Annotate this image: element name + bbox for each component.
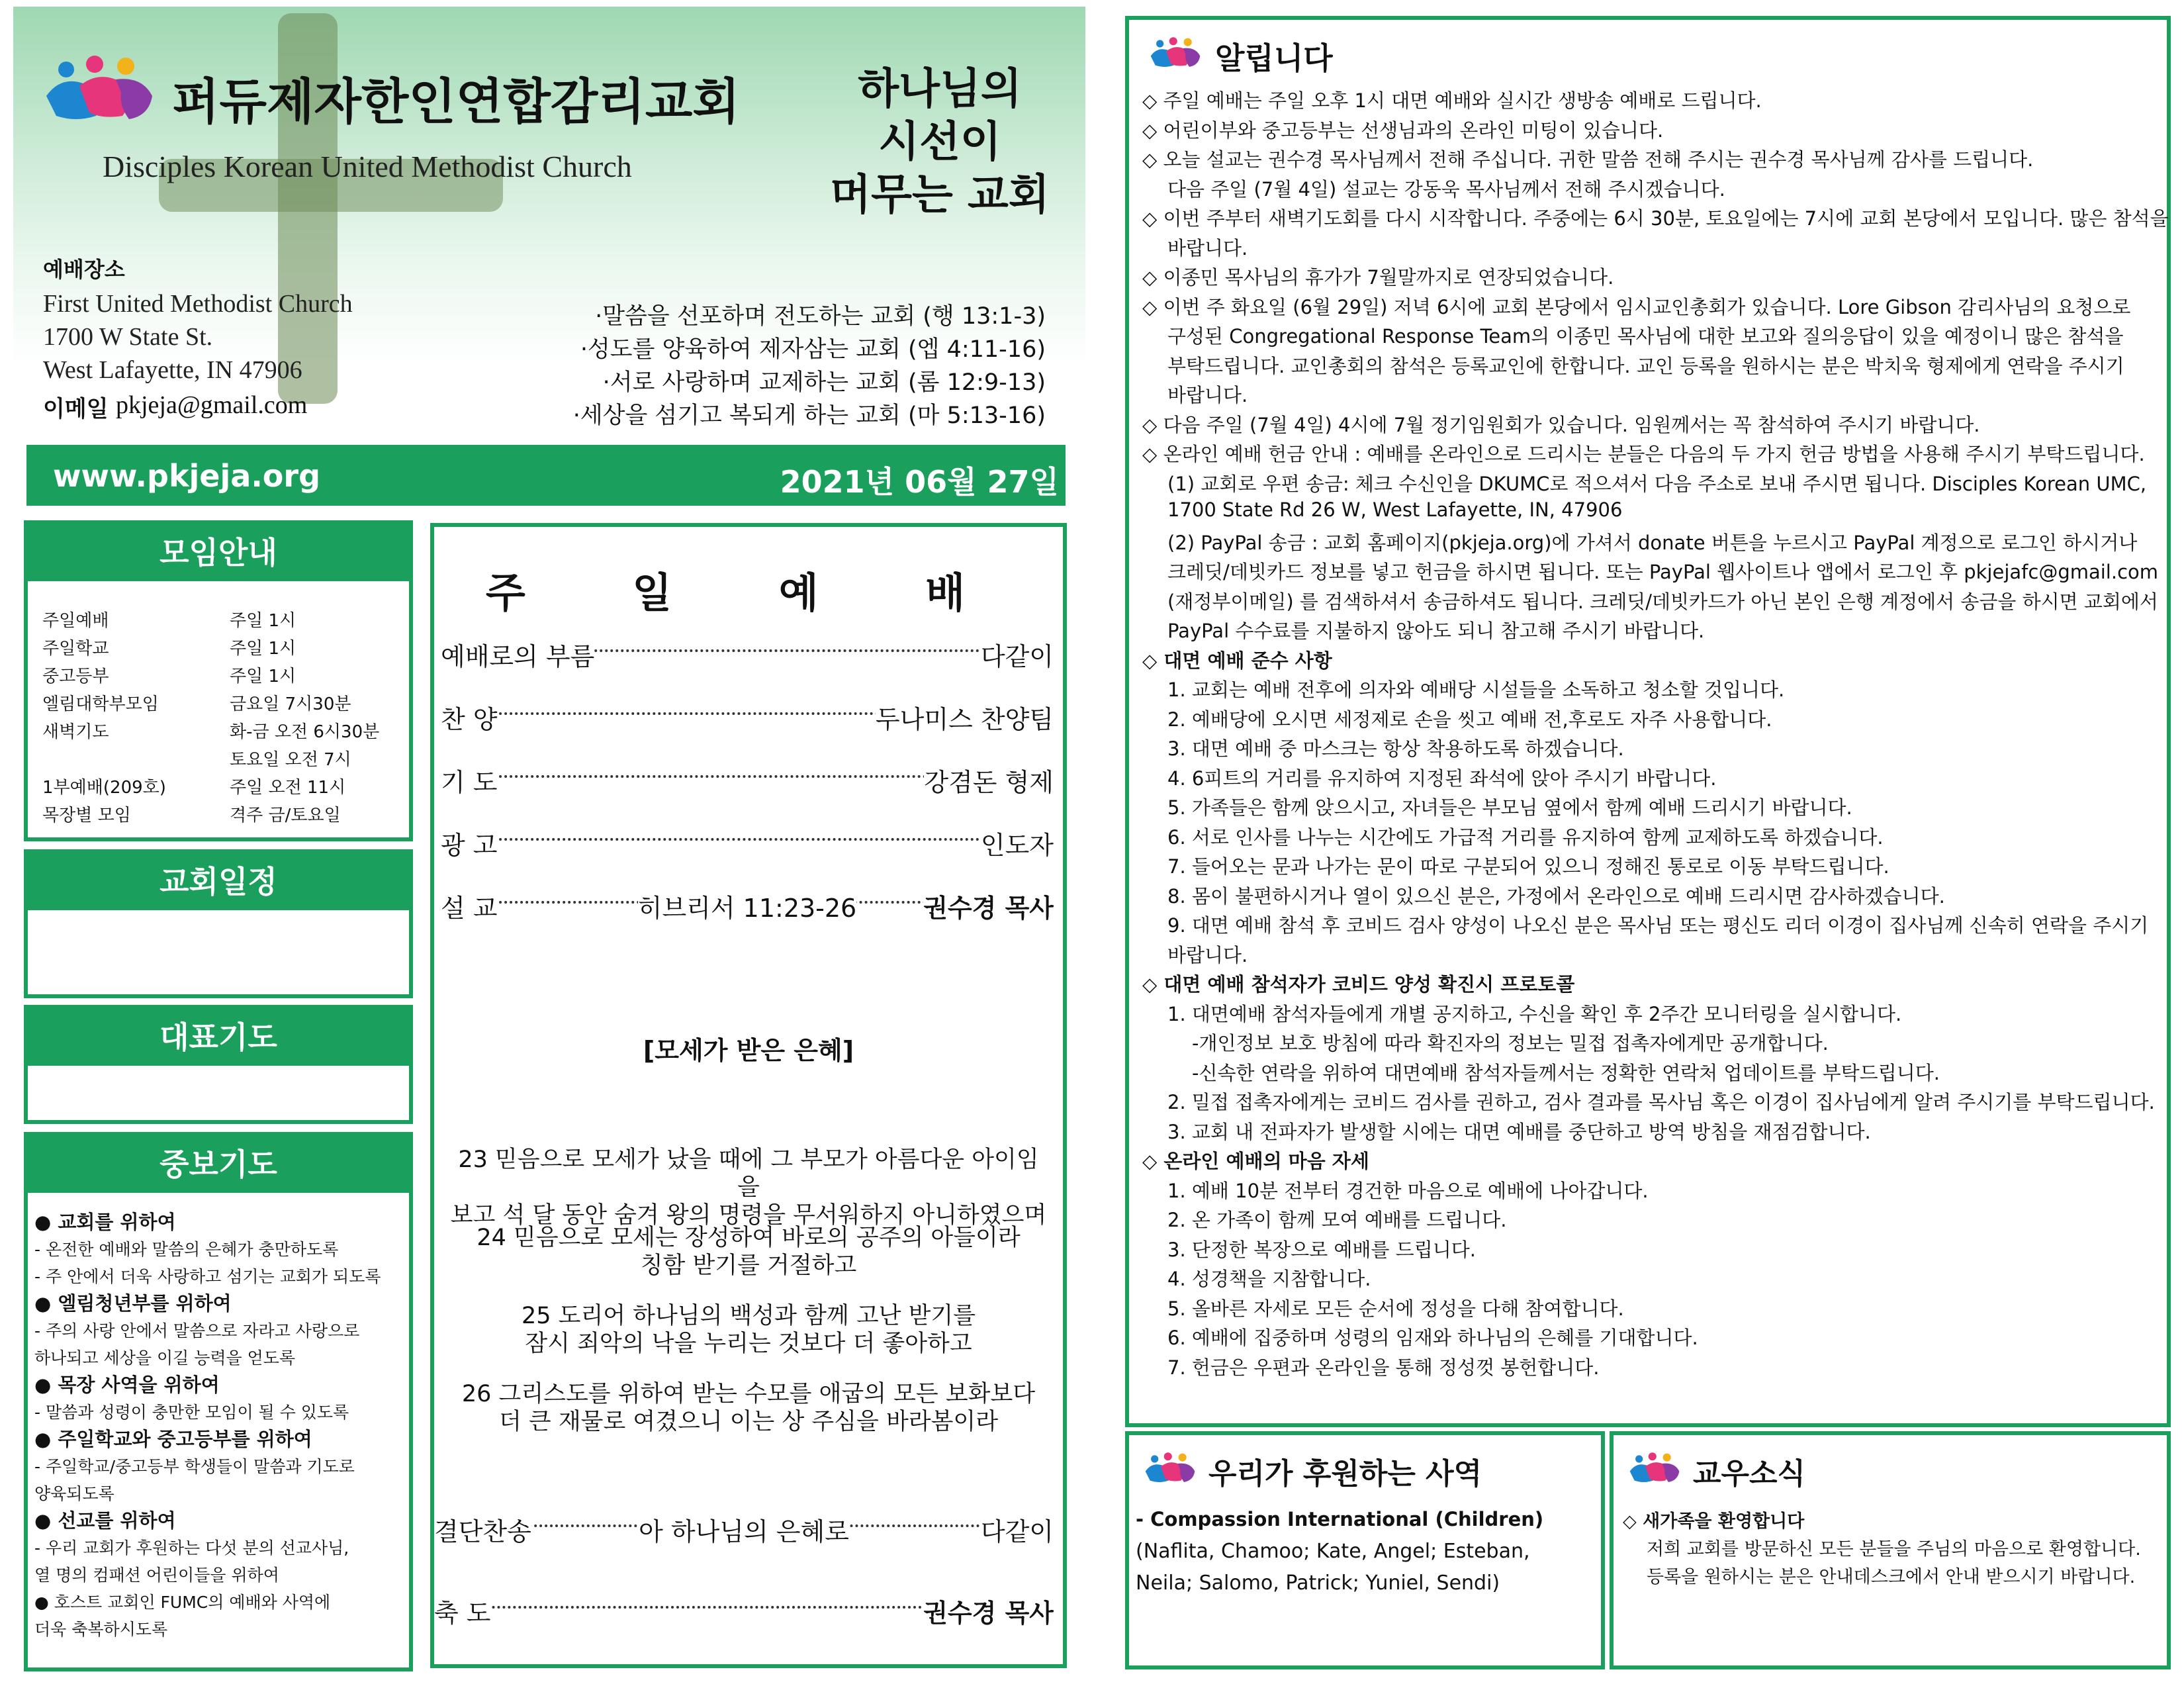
intercession-line: ● 호스트 교회인 FUMC의 예배와 사역에 xyxy=(34,1593,331,1612)
worship-order-box xyxy=(430,523,1067,1668)
order-label: 찬 양 xyxy=(441,699,498,735)
address-line: West Lafayette, IN 47906 xyxy=(43,356,302,384)
verse-line: 26 그리스도를 위하여 받는 수모를 애굽의 모든 보화보다 xyxy=(461,1381,1036,1407)
scripture-verse xyxy=(447,1224,1050,1280)
mission-statement: ·말씀을 선포하며 전도하는 교회 (행 13:1-3) xyxy=(595,303,1046,330)
order-leader: 다같이 xyxy=(981,636,1054,673)
notice-line: 4. 성경책을 지참합니다. xyxy=(1167,1268,1371,1290)
church-name-korean: 퍼듀제자한인연합감리교회 xyxy=(172,73,740,130)
notice-line: 바랍니다. xyxy=(1167,943,1248,966)
order-label: 설 교 xyxy=(441,888,498,924)
order-item-prayer xyxy=(441,762,1054,798)
slogan-line: 시선이 xyxy=(878,118,1001,167)
notice-line: 구성된 Congregational Response Team의 이종민 목사님에 대한 보고와 질의응답이 있을 예정이니 많은 참석을 xyxy=(1167,325,2124,348)
notice-line: 다음 주일 (7월 4일) 설교는 강동욱 목사님께서 전해 주시겠습니다. xyxy=(1167,177,1725,201)
email-label: 이메일 xyxy=(43,396,109,422)
scripture-verse xyxy=(447,1146,1050,1229)
intercession-box xyxy=(24,1132,413,1671)
sponsor-line: Neila; Salomo, Patrick; Yuniel, Sendi) xyxy=(1136,1571,1500,1595)
notice-line: 바랍니다. xyxy=(1167,384,1248,406)
verse-line: 23 믿음으로 모세가 났을 때에 그 부모가 아름다운 아이임을 xyxy=(458,1147,1039,1201)
order-label: 기 도 xyxy=(441,762,498,798)
church-name-english: Disciples Korean United Methodist Church xyxy=(103,150,632,183)
notice-line: ◇ 이번 주 화요일 (6월 29일) 저녁 6시에 교회 본당에서 임시교인총회가 있습니다. Lore Gibson 감리사님의 요청으로 xyxy=(1142,295,2131,318)
meeting-name: 주일예배 xyxy=(42,611,109,631)
intercession-line: ● 엘림청년부를 위하여 xyxy=(34,1292,232,1315)
intercession-line: - 우리 교회가 후원하는 다섯 분의 선교사님, xyxy=(34,1538,349,1558)
website-link[interactable]: www.pkjeja.org xyxy=(53,458,321,494)
sponsor-line: (Naflita, Chamoo; Kate, Angel; Esteban, xyxy=(1136,1540,1530,1563)
notice-line: ◇ 온라인 예배의 마음 자세 xyxy=(1142,1150,1369,1172)
meeting-name: 중고등부 xyxy=(42,667,109,686)
notice-line: 1700 State Rd 26 W, West Lafayette, IN, 47906 xyxy=(1167,498,1623,521)
notice-line: -신속한 연락을 위하여 대면예배 참석자들께서는 정확한 연락처 업데이트를 부탁드립니다. xyxy=(1192,1061,1940,1084)
intercession-title: 중보기도 xyxy=(28,1136,409,1193)
address-line: First United Methodist Church xyxy=(43,290,353,318)
notice-line: 1. 예배 10분 전부터 경건한 마음으로 예배에 나아갑니다. xyxy=(1167,1179,1649,1202)
order-leader: 다같이 xyxy=(981,1511,1054,1548)
intercession-line: - 주 안에서 더욱 사랑하고 섬기는 교회가 되도록 xyxy=(34,1267,381,1286)
order-leader: 강겸돈 형제 xyxy=(924,762,1054,798)
slogan-line: 하나님의 xyxy=(858,65,1022,114)
notice-line: 9. 대면 예배 참석 후 코비드 검사 양성이 나오신 분은 목사님 또는 평신도 리더 이경이 집사님께 신속히 연락을 주시기 xyxy=(1167,914,2149,937)
meeting-name: 새벽기도 xyxy=(42,722,109,742)
sermon-scripture: 히브리서 11:23-26 xyxy=(637,894,857,923)
order-leader: 권수경 목사 xyxy=(923,1593,1054,1629)
sponsor-title: 우리가 후원하는 사역 xyxy=(1208,1457,1482,1491)
meeting-time: 주일 1시 xyxy=(230,611,296,631)
order-leader: 두나미스 찬양팀 xyxy=(876,699,1054,735)
meeting-time: 주일 1시 xyxy=(230,639,296,659)
sermon-title: [모세가 받은 은혜] xyxy=(643,1036,854,1065)
meeting-time: 주일 1시 xyxy=(230,667,296,686)
meetings-title: 모임안내 xyxy=(28,524,409,581)
notice-line: (1) 교회로 우편 송금: 체크 수신인을 DKUMC로 적으셔서 다음 주소로 보내 주시면 됩니다. Disciples Korean UMC, xyxy=(1167,472,2147,495)
notice-line: (재정부이메일) 를 검색하셔서 송금하셔도 됩니다. 크레딧/데빗카드가 아닌 본인 은행 계정에서 송금을 하시면 교회에서 xyxy=(1167,590,2158,613)
sponsor-line: - Compassion International (Children) xyxy=(1136,1508,1544,1530)
intercession-list xyxy=(34,1209,405,1643)
mission-statement: ·세상을 섬기고 복되게 하는 교회 (마 5:13-16) xyxy=(572,402,1046,429)
meeting-name: 1부예배(209호) xyxy=(42,778,166,798)
visitor-box xyxy=(1610,1431,2171,1669)
intercession-line: - 주의 사랑 안에서 말씀으로 자라고 사랑으로 xyxy=(34,1321,360,1340)
order-label: 광 고 xyxy=(441,825,498,861)
sponsor-box xyxy=(1125,1431,1605,1669)
intercession-line: ● 목장 사역을 위하여 xyxy=(34,1374,220,1396)
intercession-line: - 주일학교/중고등부 학생들이 말씀과 기도로 xyxy=(34,1457,355,1476)
hymn-title: 아 하나님의 은혜로 xyxy=(639,1517,849,1546)
hands-icon xyxy=(1624,1450,1685,1487)
order-item-call xyxy=(441,636,1054,673)
notice-line: 6. 서로 인사를 나누는 시간에도 가급적 거리를 유지하여 함께 교제하도록 하겠습니다. xyxy=(1167,825,1884,849)
notice-line: 5. 올바른 자세로 모든 순서에 정성을 다해 참여합니다. xyxy=(1167,1297,1624,1320)
worship-title: 주 일 예 배 xyxy=(485,569,1012,617)
schedule-box xyxy=(24,849,413,998)
notice-line: ◇ 이번 주부터 새벽기도회를 다시 시작합니다. 주중에는 6시 30분, 토요일에는 7시에 교회 본당에서 모입니다. 많은 참석을 xyxy=(1142,207,2169,230)
verse-line: 잠시 죄악의 낙을 누리는 것보다 더 좋아하고 xyxy=(525,1331,972,1357)
notice-line: 3. 대면 예배 중 마스크는 항상 착용하도록 하겠습니다. xyxy=(1167,737,1624,760)
notice-line: -개인정보 보호 방침에 따라 확진자의 정보는 밀접 접촉자에게만 공개합니다. xyxy=(1192,1032,1829,1055)
scripture-verse xyxy=(447,1302,1050,1358)
notice-line: 3. 교회 내 전파자가 발생할 시에는 대면 예배를 중단하고 방역 방침을 재점검합니다. xyxy=(1167,1120,1871,1143)
slogan xyxy=(821,63,1059,222)
notice-line: 크레딧/데빗카드 정보를 넣고 헌금을 하시면 됩니다. 또는 PayPal 웹사이트나 앱에서 로그인 후 pkjejafc@gmail.com xyxy=(1167,561,2159,583)
notice-line: 6. 예배에 집중하며 성령의 임재와 하나님의 은혜를 기대합니다. xyxy=(1167,1327,1698,1349)
order-leader: 인도자 xyxy=(981,825,1054,861)
intercession-line: 하나되고 세상을 이길 능력을 얻도록 xyxy=(34,1348,296,1368)
order-item-benediction xyxy=(434,1593,1054,1629)
notice-line: 1. 교회는 예배 전후에 의자와 예배당 시설들을 소독하고 청소할 것입니다. xyxy=(1167,679,1785,701)
notices-box xyxy=(1125,16,2171,1427)
visitor-line: 등록을 원하시는 분은 안내데스크에서 안내 받으시기 바랍니다. xyxy=(1647,1567,2136,1587)
verse-line: 더 큰 재물로 여겼으니 이는 상 주심을 바라봄이라 xyxy=(498,1409,999,1435)
visitor-line: ◇ 새가족을 환영합니다 xyxy=(1623,1511,1805,1532)
intercession-line: ● 교회를 위하여 xyxy=(34,1211,176,1233)
church-logo-icon xyxy=(43,50,156,129)
notice-line: 3. 단정한 복장으로 예배를 드립니다. xyxy=(1167,1238,1476,1261)
meeting-name: 엘림대학부모임 xyxy=(42,694,159,714)
meeting-time: 화-금 오전 6시30분 xyxy=(230,722,380,742)
website-date-bar xyxy=(26,445,1066,506)
order-label: 축 도 xyxy=(434,1593,491,1629)
notice-line: ◇ 다음 주일 (7월 4일) 4시에 7월 정기임원회가 있습니다. 임원께서는 꼭 참석하여 주시기 바랍니다. xyxy=(1142,413,1980,436)
verse-line: 칭함 받기를 거절하고 xyxy=(640,1252,857,1279)
notice-line: 부탁드립니다. 교인총회의 참석은 등록교인에 한합니다. 교인 등록을 원하시는 분은 박치욱 형제에게 연락을 주시기 xyxy=(1167,354,2124,377)
meetings-box xyxy=(24,520,413,841)
notice-line: ◇ 주일 예배는 주일 오후 1시 대면 예배와 실시간 생방송 예배로 드립니다. xyxy=(1142,89,1762,112)
intercession-line: 더욱 축복하시도록 xyxy=(34,1620,168,1639)
notice-line: 8. 몸이 불편하시거나 열이 있으신 분은, 가정에서 온라인으로 예배 드리시면 감사하겠습니다. xyxy=(1167,884,1945,908)
notice-line: PayPal 수수료를 지불하지 않아도 되니 참고해 주시기 바랍니다. xyxy=(1167,620,1705,642)
meeting-name: 목장별 모임 xyxy=(42,806,131,825)
order-item-hymn xyxy=(434,1511,1054,1548)
notice-line: 2. 밀접 접촉자에게는 코비드 검사를 권하고, 검사 결과를 목사님 혹은 이경이 집사님에게 알려 주시기를 부탁드립니다. xyxy=(1167,1091,2155,1113)
mission-statement: ·서로 사랑하며 교제하는 교회 (롬 12:9-13) xyxy=(602,369,1046,396)
notice-line: ◇ 오늘 설교는 권수경 목사님께서 전해 주십니다. 귀한 말씀 전해 주시는 권수경 목사님께 감사를 드립니다. xyxy=(1142,148,2034,171)
notice-line: ◇ 어린이부와 중고등부는 선생님과의 온라인 미팅이 있습니다. xyxy=(1142,118,1664,142)
order-item-announcements xyxy=(441,825,1054,861)
order-label: 결단찬송 xyxy=(434,1511,531,1548)
order-item-praise xyxy=(441,699,1054,735)
scripture-verse xyxy=(447,1380,1050,1436)
notice-line: 7. 들어오는 문과 나가는 문이 따로 구분되어 있으니 정해진 통로로 이동 부탁드립니다. xyxy=(1167,855,1889,878)
intercession-line: ● 주일학교와 중고등부를 위하여 xyxy=(34,1428,312,1450)
visitor-line: 저희 교회를 방문하신 모든 분들을 주님의 마음으로 환영합니다. xyxy=(1647,1539,2141,1560)
intercession-line: 열 명의 컴패션 어린이들을 위하여 xyxy=(34,1566,279,1585)
hands-icon xyxy=(1140,1450,1201,1487)
intercession-line: - 온전한 예배와 말씀의 은혜가 충만하도록 xyxy=(34,1240,339,1259)
order-leader: 권수경 목사 xyxy=(923,888,1054,924)
meeting-time: 주일 오전 11시 xyxy=(230,778,346,798)
rep-prayer-box xyxy=(24,1005,413,1124)
notice-line: 2. 온 가족이 함께 모여 예배를 드립니다. xyxy=(1167,1209,1507,1231)
verse-line: 24 믿음으로 모세는 장성하여 바로의 공주의 아들이라 xyxy=(477,1225,1021,1251)
notice-line: ◇ 이종민 목사님의 휴가가 7월말까지로 연장되었습니다. xyxy=(1142,266,1614,289)
notice-line: 1. 대면예배 참석자들에게 개별 공지하고, 수신을 확인 후 2주간 모니터링을 실시합니다. xyxy=(1167,1002,1902,1025)
mission-statement: ·성도를 양육하여 제자삼는 교회 (엡 4:11-16) xyxy=(580,336,1046,363)
notice-line: ◇ 대면 예배 참석자가 코비드 양성 확진시 프로토콜 xyxy=(1142,973,1575,996)
slogan-line: 머무는 교회 xyxy=(830,171,1050,220)
notices-title: 알립니다 xyxy=(1215,40,1333,76)
order-item-sermon xyxy=(441,888,1054,924)
notice-line: ◇ 온라인 예배 헌금 안내 : 예배를 온라인으로 드리시는 분들은 다음의 두 가지 헌금 방법을 사용해 주시기 부탁드립니다. xyxy=(1142,443,2145,465)
schedule-title: 교회일정 xyxy=(28,853,409,910)
notice-line: ◇ 대면 예배 준수 사항 xyxy=(1142,649,1332,672)
hands-icon xyxy=(1145,34,1206,71)
email-link[interactable]: pkjeja@gmail.com xyxy=(116,391,308,419)
notice-line: (2) PayPal 송금 : 교회 홈페이지(pkjeja.org)에 가셔서 donate 버튼을 누르시고 PayPal 계정으로 로그인 하시거나 xyxy=(1167,531,2138,554)
notice-line: 2. 예배당에 오시면 세정제로 손을 씻고 예배 전,후로도 자주 사용합니다. xyxy=(1167,708,1772,731)
verse-line: 25 도리어 하나님의 백성과 함께 고난 받기를 xyxy=(521,1303,976,1329)
intercession-line: 양육되도록 xyxy=(34,1484,114,1503)
meeting-time: 토요일 오전 7시 xyxy=(230,750,351,770)
intercession-line: ● 선교를 위하여 xyxy=(34,1509,176,1532)
meeting-name: 주일학교 xyxy=(42,639,109,659)
meeting-time: 금요일 7시30분 xyxy=(230,694,351,714)
verse-line: 보고 석 달 동안 숨겨 왕의 명령을 무서워하지 아니하였으며 xyxy=(450,1202,1047,1229)
address-line: 1700 W State St. xyxy=(43,323,213,351)
notice-line: 바랍니다. xyxy=(1167,236,1248,259)
notice-line: 4. 6피트의 거리를 유지하여 지정된 좌석에 앉아 주시기 바랍니다. xyxy=(1167,767,1717,790)
bulletin-date: 2021년 06월 27일 xyxy=(780,464,1059,500)
order-label: 예배로의 부름 xyxy=(441,636,594,673)
notice-line: 5. 가족들은 함께 앉으시고, 자녀들은 부모님 옆에서 함께 예배 드리시기 바랍니다. xyxy=(1167,796,1852,819)
meeting-time: 격주 금/토요일 xyxy=(230,806,341,825)
venue-label: 예배장소 xyxy=(43,257,125,282)
notice-line: 7. 헌금은 우편과 온라인을 통해 정성껏 봉헌합니다. xyxy=(1167,1356,1600,1379)
visitor-title: 교우소식 xyxy=(1693,1457,1806,1491)
rep-prayer-title: 대표기도 xyxy=(28,1009,409,1066)
intercession-line: - 말씀과 성령이 충만한 모임이 될 수 있도록 xyxy=(34,1403,349,1422)
